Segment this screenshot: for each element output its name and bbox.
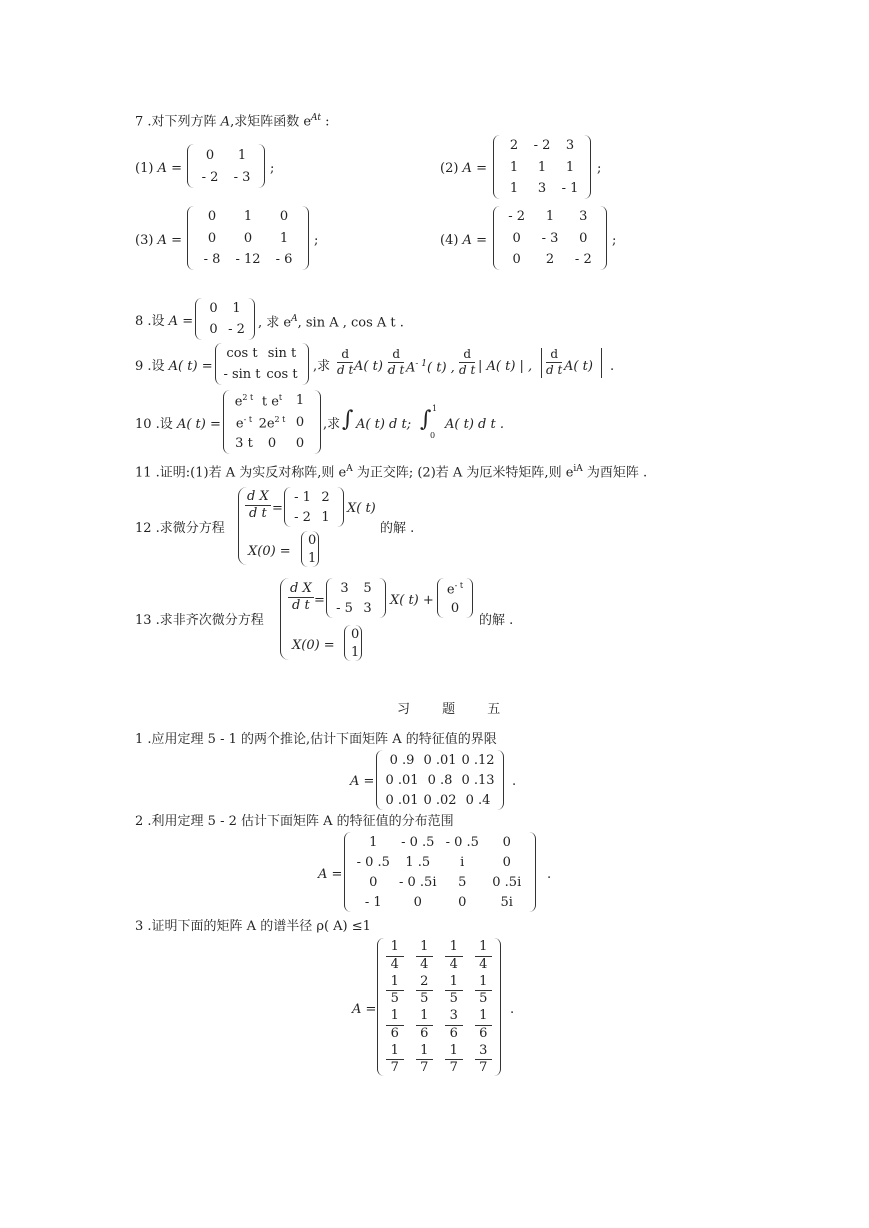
matrix-cell: - 1 bbox=[561, 180, 579, 196]
p7-item-1-matrix bbox=[187, 144, 265, 188]
p12-Xt: X( t) bbox=[347, 501, 376, 516]
p9-deriv-4: d d t bbox=[546, 347, 563, 378]
matrix-cell: 0 bbox=[458, 894, 467, 910]
p8-tail: , 求 $e^A$, sin A , cos A t . bbox=[258, 314, 404, 331]
p13-X0: X(0) = bbox=[292, 638, 335, 653]
matrix-cell: - sin t bbox=[223, 367, 261, 382]
matrix-cell: 1 bbox=[321, 509, 330, 525]
p9-end: . bbox=[610, 359, 615, 374]
matrix-cell: 0 bbox=[579, 230, 588, 246]
matrix-cell: 0 bbox=[207, 209, 217, 225]
p7-item-4-matrix bbox=[493, 206, 607, 270]
problem-11: 11 .证明:(1)若 A 为实反对称阵,则 $e^A$ 为正交阵; (2)若 A 为厄米特矩阵,则 $e^{iA}$ 为酉矩阵 . bbox=[135, 464, 648, 481]
exercise-1-text: 1 .应用定理 5 - 1 的两个推论,估计下面矩阵 A 的特征值的界限 bbox=[135, 732, 497, 747]
matrix-cell: 1 bbox=[243, 209, 253, 225]
matrix-cell: 0 .4 bbox=[465, 792, 491, 808]
matrix-cell: 0 bbox=[512, 251, 521, 267]
exercise-3-text: 3 .证明下面的矩阵 A 的谱半径 ρ( A) ≤1 bbox=[135, 919, 371, 934]
matrix-cell: - 0 .5 bbox=[401, 834, 435, 850]
matrix-cell: 1 bbox=[509, 159, 519, 175]
matrix-cell: 1 4 bbox=[439, 940, 469, 972]
matrix-cell: 1 bbox=[237, 147, 247, 163]
matrix-cell: 0 .01 bbox=[423, 752, 457, 768]
p8-matrix bbox=[195, 298, 255, 340]
matrix-cell: 3 6 bbox=[439, 1009, 469, 1041]
matrix-cell: 0 bbox=[209, 322, 218, 337]
p12-X0: X(0) = bbox=[248, 544, 291, 559]
matrix-cell: 0 bbox=[351, 626, 360, 642]
p7-matrix-symbol: A bbox=[220, 114, 231, 130]
matrix-cell: 0 bbox=[308, 532, 317, 548]
matrix-cell: - 2 bbox=[201, 169, 219, 185]
matrix-cell: 1 4 bbox=[380, 940, 410, 972]
matrix-cell: 2 5 bbox=[410, 975, 440, 1007]
q2-matrix bbox=[344, 832, 536, 912]
matrix-cell: 1 .5 bbox=[405, 854, 431, 870]
matrix-cell: - 12 bbox=[235, 251, 261, 267]
matrix-cell: 1 bbox=[369, 834, 378, 850]
matrix-cell: 5 bbox=[363, 580, 372, 596]
matrix-cell: - 3 bbox=[233, 169, 251, 185]
matrix-cell: 1 bbox=[537, 159, 547, 175]
q2-end: . bbox=[547, 867, 552, 882]
matrix-cell: 3 bbox=[363, 600, 372, 616]
p7-item-3-sep: ; bbox=[314, 233, 319, 248]
p10-lower-limit: 0 bbox=[430, 431, 436, 440]
p10-integral-sign: ∫ bbox=[342, 407, 354, 432]
matrix-cell: 0 bbox=[413, 894, 422, 910]
matrix-cell: 1 bbox=[279, 230, 289, 246]
p12-matrix bbox=[284, 487, 344, 527]
p7-item-2-sep: ; bbox=[597, 161, 602, 176]
p9-term-2: $A^{- 1}$( t) , bbox=[406, 359, 455, 376]
p13-matrix bbox=[326, 578, 386, 618]
matrix-cell: 1 6 bbox=[380, 1009, 410, 1041]
p13-eq: = bbox=[314, 593, 325, 608]
problem-9-lead: 9 .设 A( t) = bbox=[135, 359, 213, 374]
matrix-cell: 0 bbox=[295, 414, 305, 430]
matrix-cell: - 2 bbox=[533, 138, 551, 154]
matrix-cell: 0 .8 bbox=[427, 772, 453, 788]
matrix-cell: 3 bbox=[579, 209, 588, 225]
p7-tail: : bbox=[321, 114, 330, 130]
matrix-cell: - 2 bbox=[228, 322, 245, 337]
matrix-cell: 1 6 bbox=[469, 1009, 499, 1041]
problem-8-lead: 8 .设 A = bbox=[135, 314, 194, 329]
matrix-cell: - 8 bbox=[203, 251, 221, 267]
matrix-cell: t $e^t$ bbox=[261, 393, 283, 410]
matrix-cell: - 0 .5 bbox=[356, 854, 390, 870]
matrix-cell: 1 bbox=[232, 301, 241, 316]
matrix-cell: 0 .01 bbox=[385, 792, 419, 808]
p12-tail: 的解 . bbox=[380, 521, 415, 536]
q1-A-eq: A = bbox=[350, 774, 375, 789]
p7-item-4-label: (4) A = bbox=[440, 233, 487, 248]
matrix-cell: cos t bbox=[226, 346, 258, 361]
matrix-cell: 0 bbox=[207, 230, 217, 246]
p9-term-1: A( t) , bbox=[354, 359, 392, 374]
p7-item-4-sep: ; bbox=[612, 233, 617, 248]
problem-13-lead: 13 .求非齐次微分方程 bbox=[135, 613, 264, 628]
matrix-cell: 0 .9 bbox=[389, 752, 415, 768]
p9-term-3: | A( t) | , bbox=[478, 359, 533, 374]
q3-end: . bbox=[510, 1002, 515, 1017]
p10-definite-integral-sign: ∫ bbox=[420, 407, 432, 432]
matrix-cell: 1 7 bbox=[439, 1044, 469, 1076]
matrix-cell: - 3 bbox=[541, 230, 559, 246]
matrix-cell: 1 5 bbox=[439, 975, 469, 1007]
matrix-cell: 0 bbox=[502, 854, 511, 870]
p7-lead: 7 .对下列方阵 bbox=[135, 114, 221, 130]
matrix-cell: 0 bbox=[209, 301, 218, 316]
matrix-cell: 1 7 bbox=[410, 1044, 440, 1076]
matrix-cell: 5 bbox=[458, 874, 467, 890]
matrix-cell: 1 4 bbox=[469, 940, 499, 972]
p9-deriv-1: d d t bbox=[337, 347, 354, 378]
p13-initial-vector bbox=[344, 625, 362, 661]
matrix-cell: - 2 bbox=[574, 251, 592, 267]
p7-item-3-matrix bbox=[187, 206, 309, 270]
matrix-cell: - 0 .5 bbox=[445, 834, 479, 850]
p9-deriv-2: d d t bbox=[388, 347, 405, 378]
matrix-cell: 0 .01 bbox=[385, 772, 419, 788]
q3-A-eq: A = bbox=[352, 1002, 377, 1017]
matrix-cell: - 1 bbox=[294, 489, 311, 505]
matrix-cell: 0 bbox=[243, 230, 253, 246]
section-title: 习 题 五 bbox=[397, 702, 515, 717]
p10-upper-limit: 1 bbox=[432, 404, 438, 413]
matrix-cell: cos t bbox=[266, 367, 298, 382]
matrix-cell: $e^{2 t}$ bbox=[234, 393, 254, 410]
p7-item-2-matrix bbox=[493, 135, 591, 199]
matrix-cell: 3 7 bbox=[469, 1044, 499, 1076]
p13-forcing-vector bbox=[437, 578, 473, 618]
q1-end: . bbox=[512, 774, 517, 789]
matrix-cell: 1 bbox=[545, 209, 555, 225]
matrix-cell: 0 bbox=[369, 874, 378, 890]
matrix-cell: - 6 bbox=[275, 251, 293, 267]
matrix-cell: 1 4 bbox=[410, 940, 440, 972]
matrix-cell: 0 .5i bbox=[492, 874, 522, 890]
matrix-cell: 5i bbox=[500, 894, 513, 910]
matrix-cell: 3 bbox=[537, 180, 547, 196]
matrix-cell: 1 5 bbox=[469, 975, 499, 1007]
problem-10-lead: 10 .设 A( t) = bbox=[135, 417, 221, 432]
matrix-cell: - 2 bbox=[508, 209, 526, 225]
matrix-cell: 3 bbox=[565, 138, 575, 154]
matrix-cell: - 5 bbox=[336, 600, 353, 616]
matrix-cell: 0 bbox=[279, 209, 289, 225]
p12-initial-vector bbox=[301, 531, 319, 567]
matrix-cell: 1 bbox=[295, 393, 305, 409]
matrix-cell: 1 bbox=[565, 159, 575, 175]
matrix-cell: 0 bbox=[450, 600, 460, 616]
matrix-cell: 3 bbox=[340, 580, 349, 596]
p7-exp-base: e bbox=[303, 114, 312, 130]
matrix-cell: 0 .12 bbox=[461, 752, 495, 768]
q2-A-eq: A = bbox=[318, 867, 343, 882]
p9-term-4: A( t) bbox=[564, 359, 593, 374]
matrix-cell: 1 bbox=[308, 550, 317, 566]
p7-item-2-label: (2) A = bbox=[440, 161, 487, 176]
p13-dXdt: d X d t bbox=[290, 581, 312, 614]
matrix-cell: $e^{- t}$ bbox=[235, 414, 253, 431]
p9-matrix bbox=[215, 343, 309, 385]
p13-tail: 的解 . bbox=[479, 613, 514, 628]
matrix-cell: 1 bbox=[509, 180, 519, 196]
matrix-cell: 0 bbox=[502, 834, 511, 850]
p12-eq: = bbox=[272, 501, 283, 516]
matrix-cell: i bbox=[460, 854, 465, 870]
p7-exp-sup: At bbox=[311, 113, 321, 123]
matrix-cell: 0 bbox=[267, 435, 277, 451]
matrix-cell: sin t bbox=[267, 346, 297, 361]
matrix-cell: 1 5 bbox=[380, 975, 410, 1007]
p9-deriv-3: d d t bbox=[459, 347, 476, 378]
matrix-cell: 0 bbox=[205, 147, 215, 163]
matrix-cell: 2 bbox=[321, 489, 330, 505]
p13-Xt: X( t) + bbox=[390, 593, 434, 608]
p10-matrix bbox=[223, 390, 321, 454]
p7-item-1-label: (1) A = bbox=[135, 161, 182, 176]
q1-matrix bbox=[376, 750, 504, 810]
p9-ask: ,求 bbox=[313, 359, 331, 374]
matrix-cell: 0 bbox=[295, 435, 305, 451]
matrix-cell: - 1 bbox=[364, 894, 382, 910]
matrix-cell: 0 bbox=[512, 230, 521, 246]
p12-dXdt: d X d t bbox=[247, 489, 269, 522]
p7-item-3-label: (3) A = bbox=[135, 233, 182, 248]
matrix-cell: 3 t bbox=[235, 435, 253, 451]
matrix-cell: 1 bbox=[351, 644, 360, 660]
p10-int-1: A( t) d t; bbox=[356, 417, 412, 432]
q3-matrix bbox=[377, 938, 501, 1076]
p10-int-2: A( t) d t . bbox=[445, 417, 504, 432]
matrix-cell: 0 .13 bbox=[461, 772, 495, 788]
exercise-2-text: 2 .利用定理 5 - 2 估计下面矩阵 A 的特征值的分布范围 bbox=[135, 814, 454, 829]
matrix-cell: 1 6 bbox=[410, 1009, 440, 1041]
p10-ask: ,求 bbox=[323, 417, 341, 432]
p7-item-1-sep: ; bbox=[270, 161, 275, 176]
matrix-cell: $2e^{2 t}$ bbox=[258, 414, 286, 431]
matrix-cell: $e^{- t}$ bbox=[446, 580, 464, 597]
matrix-cell: - 2 bbox=[294, 509, 311, 525]
matrix-cell: 2 bbox=[509, 138, 519, 154]
matrix-cell: 1 7 bbox=[380, 1044, 410, 1076]
problem-12-lead: 12 .求微分方程 bbox=[135, 521, 225, 536]
matrix-cell: - 0 .5i bbox=[399, 874, 437, 890]
matrix-cell: 2 bbox=[545, 251, 555, 267]
matrix-cell: 0 .02 bbox=[423, 792, 457, 808]
problem-7-statement bbox=[135, 114, 330, 128]
p7-mid: ,求矩阵函数 bbox=[230, 114, 304, 130]
